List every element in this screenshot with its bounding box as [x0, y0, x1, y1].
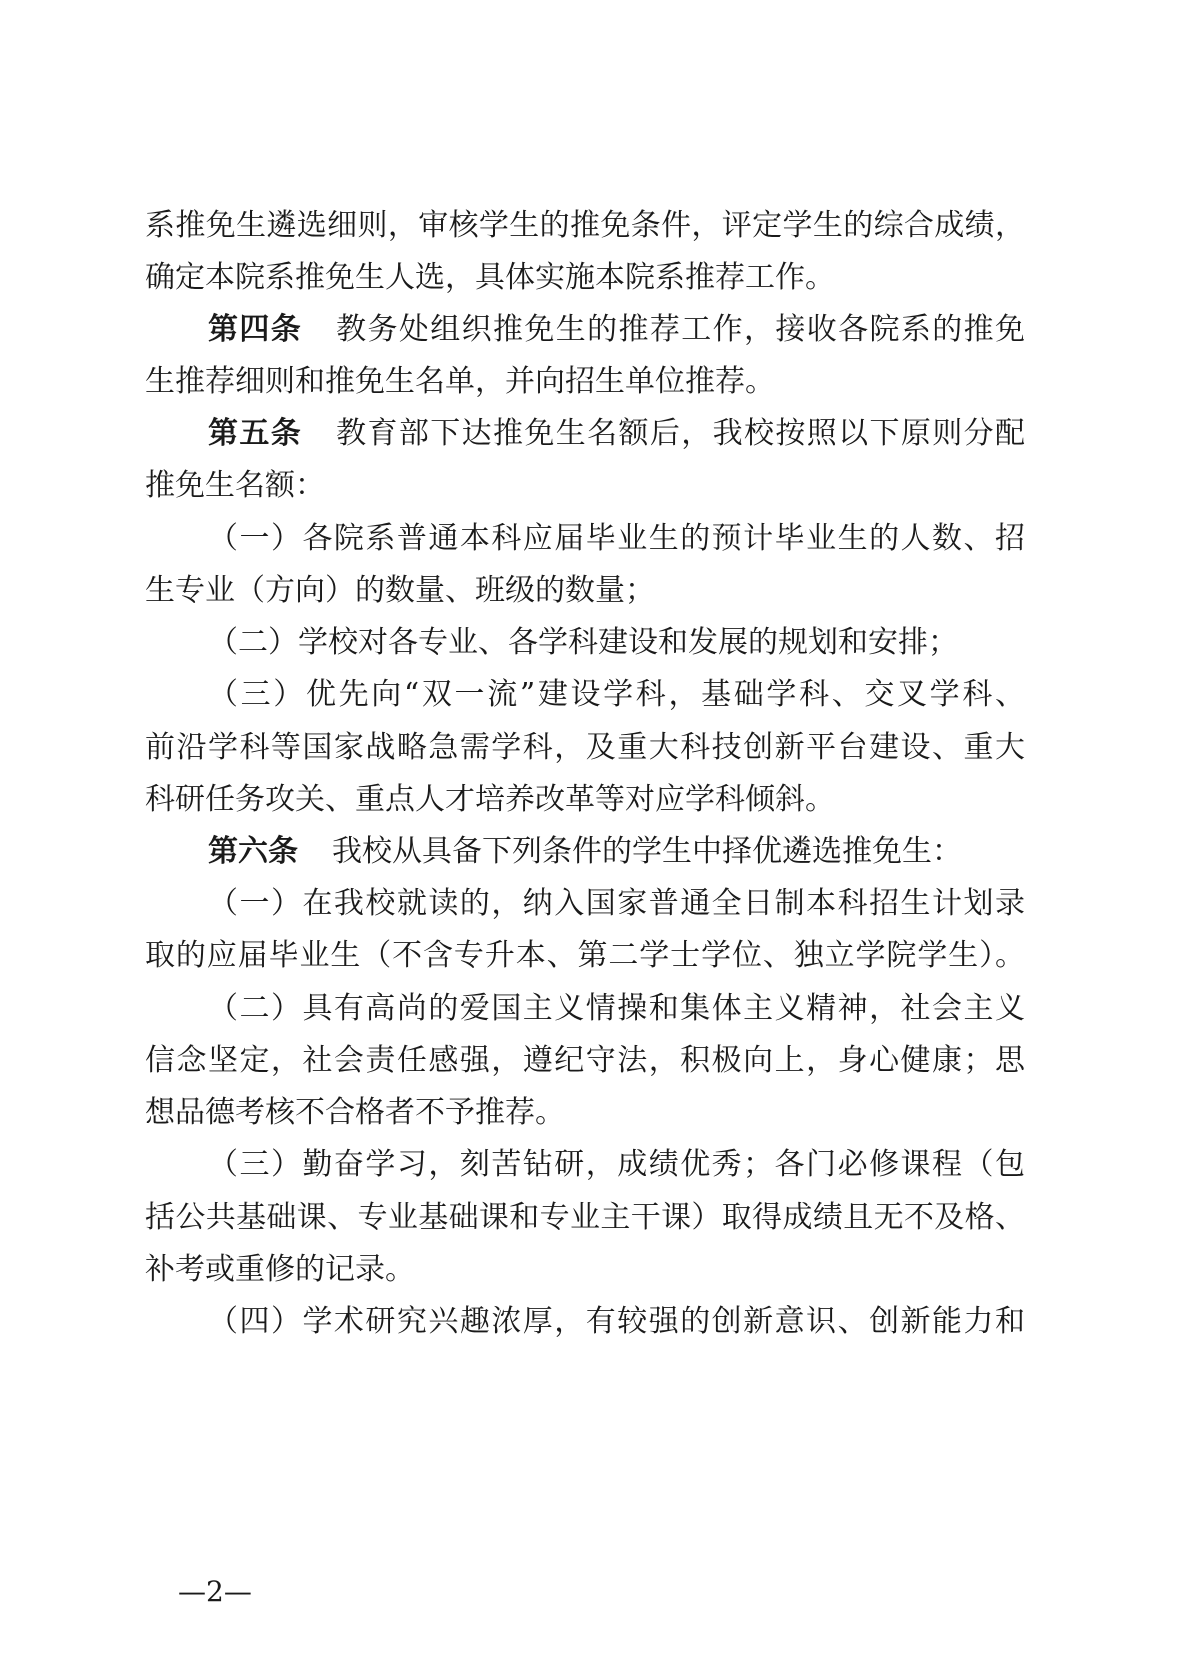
body-line: 科研任务攻关、重点人才培养改革等对应学科倾斜。 [145, 782, 835, 817]
article-heading: 第六条 [208, 834, 298, 869]
article-heading: 第四条 [208, 312, 303, 347]
body-line: 取的应届毕业生（不含专升本、第二学士学位、独立学院学生）。 [145, 938, 1025, 973]
body-line: 确定本院系推免生人选，具体实施本院系推荐工作。 [145, 260, 835, 295]
list-item-line: （三）优先向“双一流”建设学科，基础学科、交叉学科、 [208, 677, 1025, 712]
body-line: 补考或重修的记录。 [145, 1252, 415, 1287]
body-line: 前沿学科等国家战略急需学科，及重大科技创新平台建设、重大 [145, 730, 1025, 765]
list-item-line: （二）具有高尚的爱国主义情操和集体主义精神，社会主义 [208, 991, 1025, 1026]
body-line: 生推荐细则和推免生名单，并向招生单位推荐。 [145, 364, 775, 399]
body-line: 括公共基础课、专业基础课和专业主干课）取得成绩且无不及格、 [145, 1200, 1025, 1235]
list-item-line: （四）学术研究兴趣浓厚，有较强的创新意识、创新能力和 [208, 1304, 1025, 1339]
list-item-line: （一）在我校就读的，纳入国家普通全日制本科招生计划录 [208, 886, 1025, 921]
article-6-first-line: 第六条 我校从具备下列条件的学生中择优遴选推免生： [208, 834, 962, 869]
article-heading: 第五条 [208, 416, 303, 451]
page-number: —2— [178, 1575, 252, 1608]
article-5-first-line: 第五条 教育部下达推免生名额后，我校按照以下原则分配 [208, 416, 1025, 451]
list-item-line: （三）勤奋学习，刻苦钻研，成绩优秀；各门必修课程（包 [208, 1147, 1025, 1182]
body-line: 信念坚定，社会责任感强，遵纪守法，积极向上，身心健康；思 [145, 1043, 1025, 1078]
list-item-line: （一）各院系普通本科应届毕业生的预计毕业生的人数、招 [208, 521, 1025, 556]
article-4-first-line: 第四条 教务处组织推免生的推荐工作，接收各院系的推免 [208, 312, 1025, 347]
body-line: 系推免生遴选细则，审核学生的推免条件，评定学生的综合成绩， [145, 208, 1025, 243]
body-line: 想品德考核不合格者不予推荐。 [145, 1095, 565, 1130]
body-line: 推免生名额： [145, 468, 325, 503]
body-line: 生专业（方向）的数量、班级的数量； [145, 573, 655, 608]
list-item-line: （二）学校对各专业、各学科建设和发展的规划和安排； [208, 625, 958, 660]
